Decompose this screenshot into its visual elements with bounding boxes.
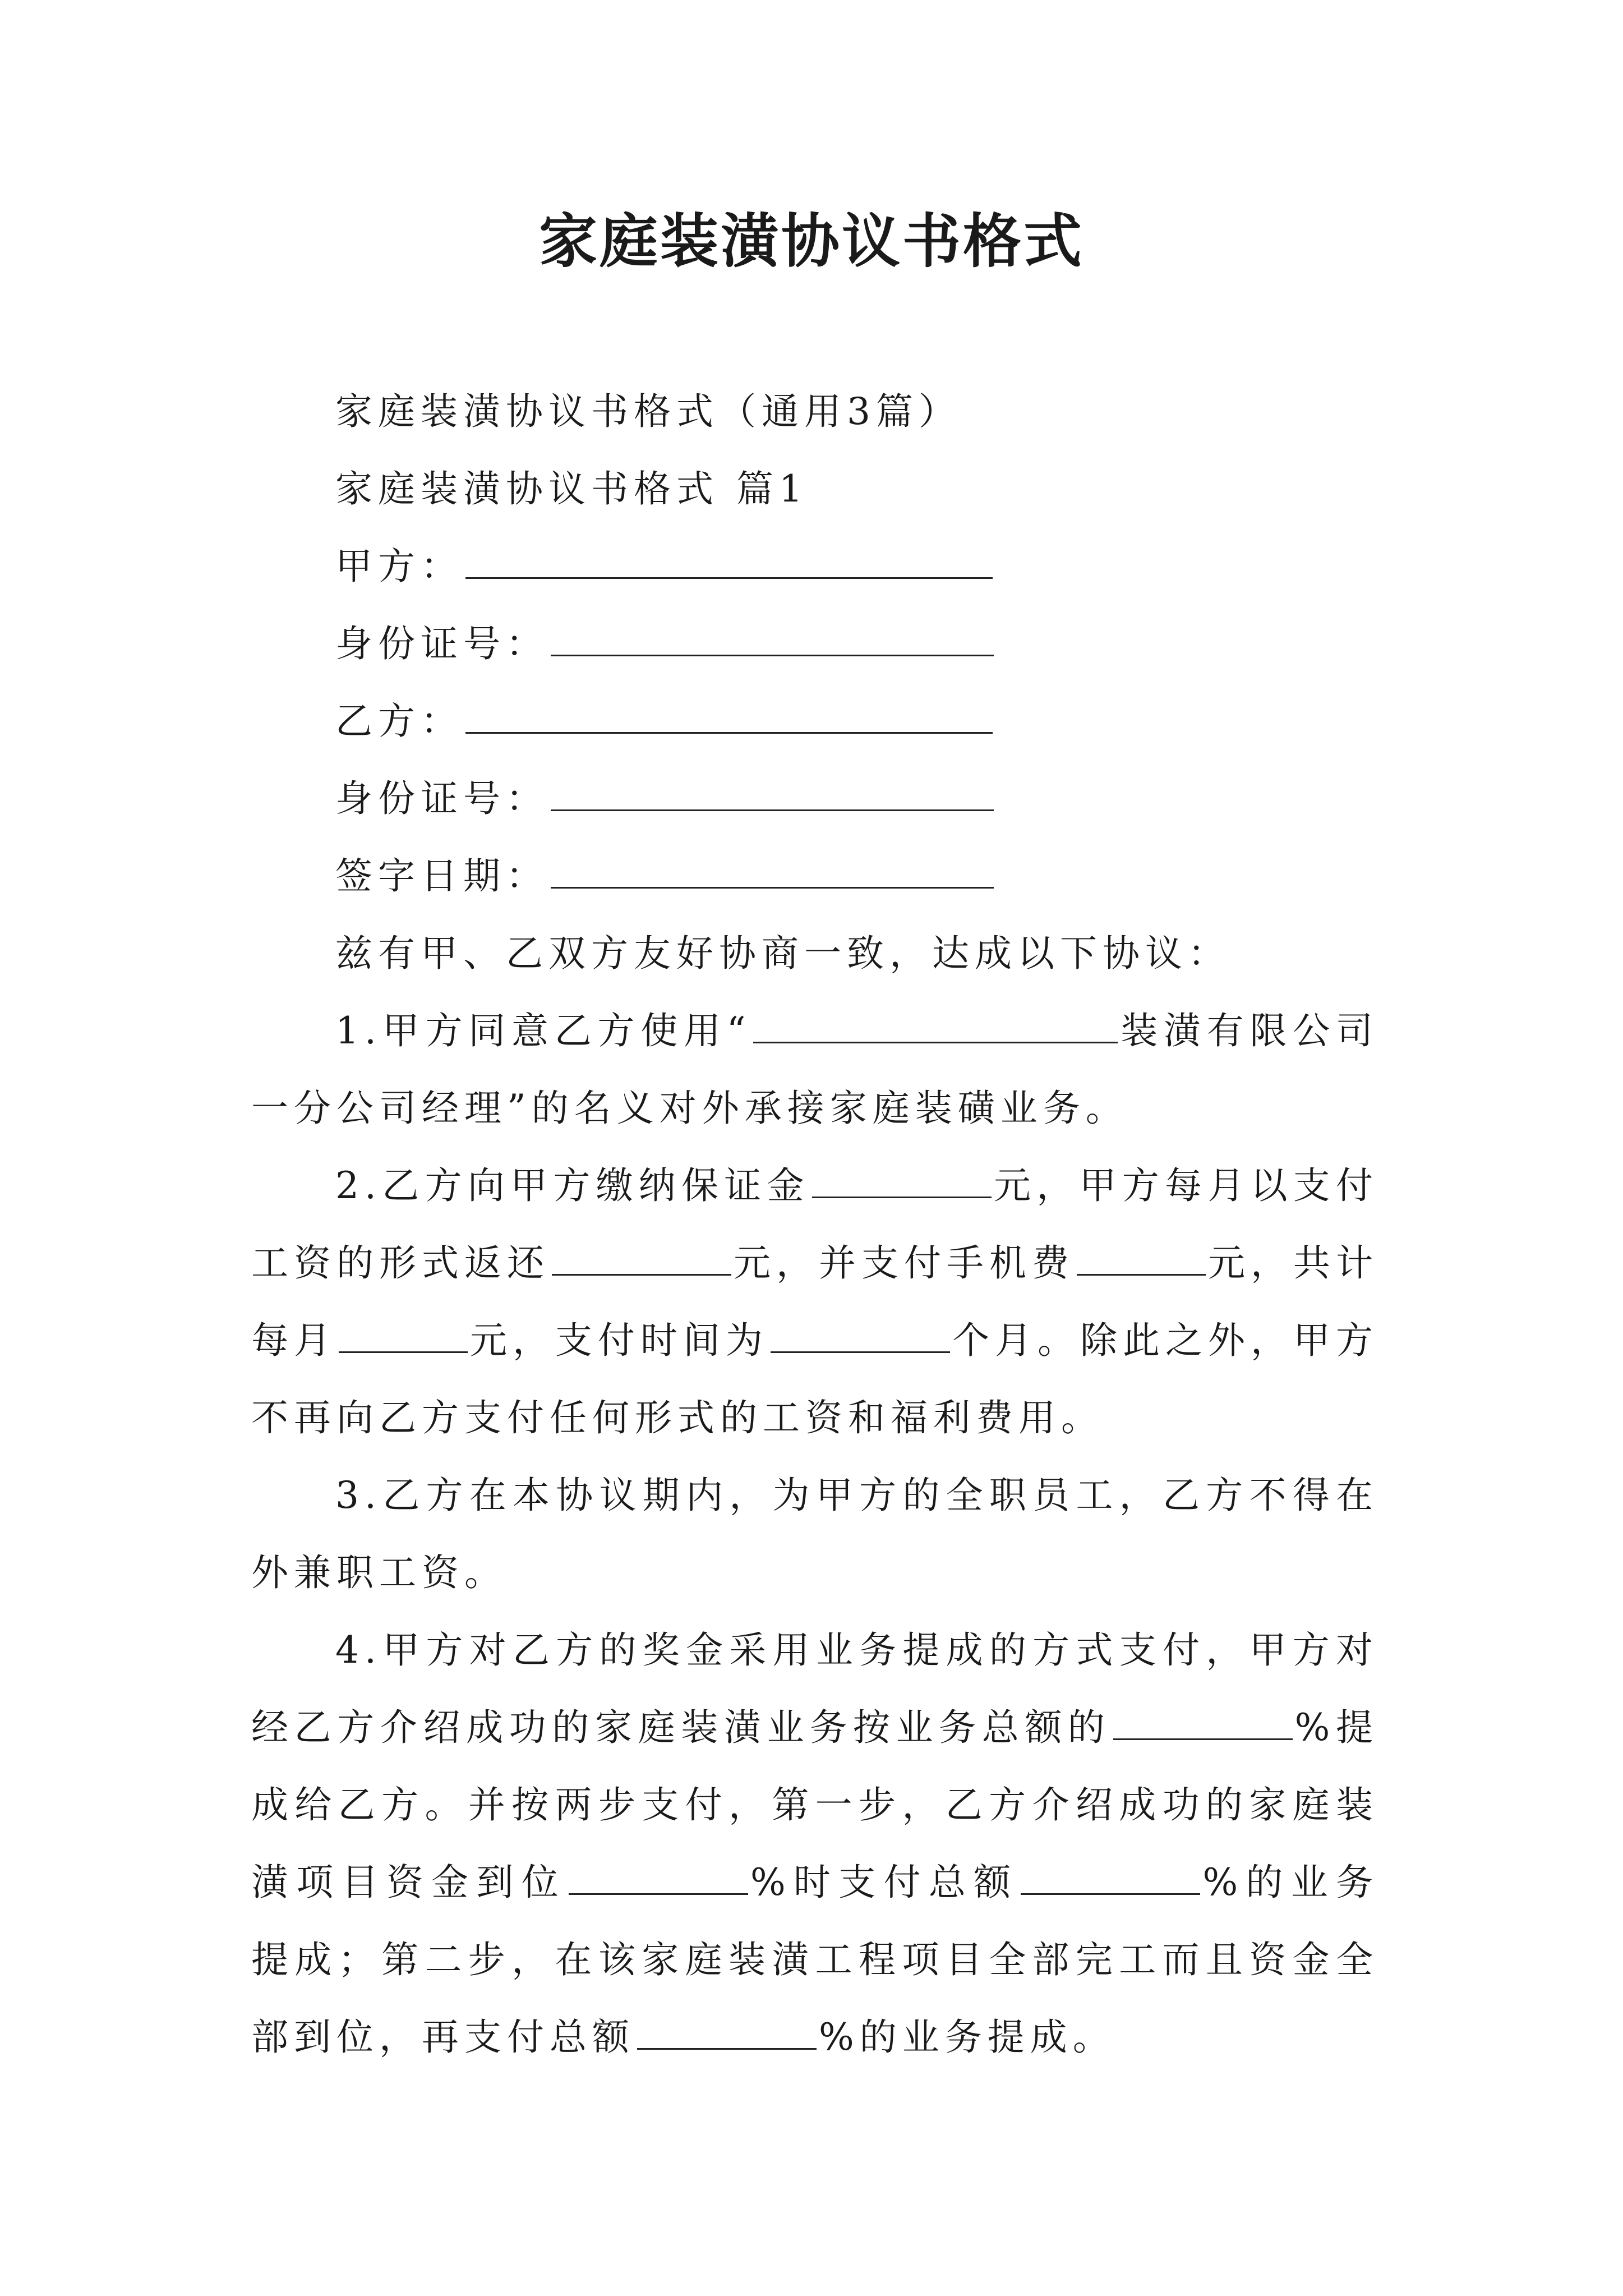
id-number-b-field bbox=[251, 760, 1378, 838]
clause-1-blank bbox=[753, 1008, 1118, 1043]
clause-2-text-e: 元，支付时间为 bbox=[470, 1319, 768, 1362]
party-b-field bbox=[251, 683, 1378, 760]
clause-4-text-c: %时支付总额 bbox=[750, 1861, 1019, 1904]
final-payment-percent-blank bbox=[637, 2014, 817, 2050]
clause-4 bbox=[251, 1612, 1378, 2076]
document-title: 家庭装潢协议书格式 bbox=[538, 206, 1084, 275]
id-number-a-label: 身份证号： bbox=[335, 622, 548, 665]
funding-percent-blank bbox=[569, 1860, 748, 1895]
party-a-label: 甲方： bbox=[335, 545, 463, 588]
phone-fee-blank bbox=[1077, 1240, 1206, 1276]
id-number-b-blank bbox=[551, 776, 994, 811]
id-number-a-field bbox=[251, 605, 1378, 683]
clause-2-text-c: 元，并支付手机费 bbox=[734, 1241, 1075, 1285]
party-a-field bbox=[251, 528, 1378, 605]
first-payment-percent-blank bbox=[1021, 1860, 1200, 1895]
sign-date-field bbox=[251, 838, 1378, 915]
party-b-label: 乙方： bbox=[335, 700, 463, 743]
id-number-b-label: 身份证号： bbox=[335, 777, 548, 820]
payment-months-blank bbox=[771, 1318, 950, 1353]
sign-date-label: 签字日期： bbox=[335, 854, 548, 898]
clause-2-text-d: 元，共计每月 bbox=[251, 1241, 1378, 1362]
clause-2-text-a: 2.乙方向甲方缴纳保证金 bbox=[335, 1164, 810, 1207]
clause-2-text-f: 个月。除此之外，甲方不再向乙方支付任何形式的工资和福利费用。 bbox=[251, 1319, 1378, 1439]
clause-3: 3.乙方在本协议期内，为甲方的全职员工，乙方不得在外兼职工资。 bbox=[251, 1474, 1378, 1594]
clause-4-text-d: %的业务提成；第二步，在该家庭装潢工程项目全部完工而且资金全部到位，再支付总额 bbox=[251, 1861, 1379, 2059]
monthly-total-blank bbox=[339, 1318, 468, 1353]
clause-2 bbox=[251, 1147, 1378, 1457]
section-heading: 家庭装潢协议书格式 篇1 bbox=[335, 467, 808, 510]
id-number-a-blank bbox=[551, 621, 994, 656]
clause-4-text-a: 4.甲方对乙方的奖金采用业务提成的方式支付，甲方对经乙方介绍成功的家庭装潢业务按业务总额的 bbox=[251, 1628, 1378, 1749]
refund-blank bbox=[552, 1240, 731, 1276]
commission-rate-blank bbox=[1113, 1705, 1293, 1740]
document-body bbox=[251, 373, 1378, 2076]
document-subtitle: 家庭装潢协议书格式（通用3篇） bbox=[335, 390, 961, 433]
clause-1-text-a: 1.甲方同意乙方使用“ bbox=[335, 1009, 751, 1052]
clause-2-text-b: 元，甲方每月以支付工资的形式返还 bbox=[251, 1164, 1378, 1285]
deposit-blank bbox=[812, 1163, 992, 1198]
intro-paragraph: 兹有甲、乙双方友好协商一致，达成以下协议： bbox=[335, 932, 1230, 975]
party-a-blank bbox=[465, 544, 993, 579]
party-b-blank bbox=[465, 698, 993, 734]
clause-4-text-b: %提成给乙方。并按两步支付，第一步，乙方介绍成功的家庭装潢项目资金到位 bbox=[251, 1706, 1379, 1904]
sign-date-blank bbox=[551, 853, 994, 889]
clause-1 bbox=[251, 992, 1378, 1147]
clause-1-text-b: 装潢有限公司一分公司经理”的名义对外承接家庭装磺业务。 bbox=[251, 1009, 1378, 1130]
clause-4-text-e: %的业务提成。 bbox=[819, 2016, 1115, 2059]
